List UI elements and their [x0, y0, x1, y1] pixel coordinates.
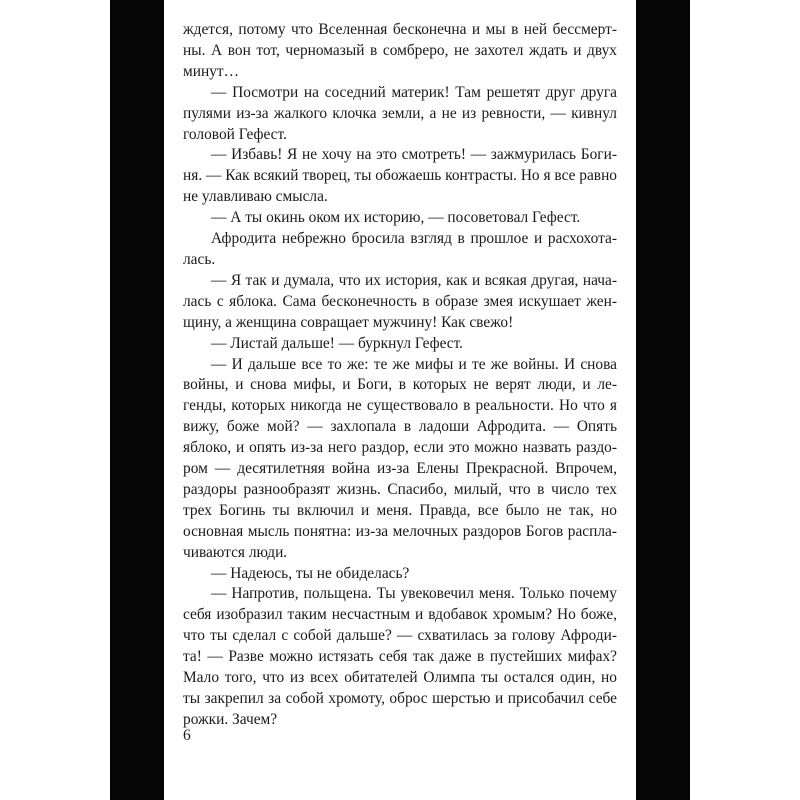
paragraph: — Я так и думала, что их история, как и всякая другая, началась с яблока. Сама бесконечность в образе змея искушает женщину, а женщина совращает мужчину! Как свежо! [183, 271, 617, 331]
paragraph: — А ты окинь оком их историю, — посоветовал Гефест. [211, 209, 581, 227]
paragraph: ждется, потому что Вселенная бесконечна и мы в ней бессмертны. А вон тот, черномазый в сомбреро, не захотел ждать и двух минут… [183, 21, 617, 80]
body-text [183, 20, 617, 731]
paragraph: — Посмотри на соседний материк! Там решетят друг друга пулями из-за жалкого клочка земли, а не из ревности, — кивнул головой Гефест. [183, 83, 617, 143]
left-black-margin [110, 0, 164, 800]
paragraph: — И дальше все то же: те же мифы и те же войны. И снова войны, и снова мифы, и Боги, в которых не верят люди, и легенды, которых никогда не существовало в реальности. Но что я вижу, боже мой? — захлопала в ладоши Афродита. — Опять яблоко, и опять из-за него раздор, если это можно назвать раздором — десятилетняя война из-за Елены Прекрасной. Впрочем, раздоры разнообразят жизнь. Спасибо, милый, что в число тех трех Богинь ты включил и меня. Правда, все было не так, но основная мысль понятна: из-за мелочных раздоров Богов расплачиваются люди. [183, 355, 617, 561]
right-black-margin [636, 0, 690, 800]
paragraph: — Избавь! Я не хочу на это смотреть! — зажмурилась Богиня. — Как всякий творец, ты обожаешь контрасты. Но я все равно не улавливаю смысла. [183, 146, 618, 206]
page-number: 6 [183, 727, 191, 744]
paragraph: — Напротив, польщена. Ты увековечил меня. Только почему себя изобразил таким несчастным и вдобавок хромым? Но боже, что ты сделал с собой дальше? — схватилась за голову Афродита! — Разве можно истязать себя так даже в пустейших мифах? Мало того, что из всех обитателей Олимпа ты остался один, но ты закрепил за собой хромоту, оброс шерстью и присобачил себе рожки. Зачем? [183, 585, 617, 728]
book-page [164, 0, 636, 800]
paragraph: — Надеюсь, ты не обиделась? [211, 564, 410, 582]
paragraph: Афродита небрежно бросила взгляд в прошлое и расхохоталась. [183, 230, 617, 268]
paragraph: — Листай дальше! — буркнул Гефест. [211, 334, 464, 352]
